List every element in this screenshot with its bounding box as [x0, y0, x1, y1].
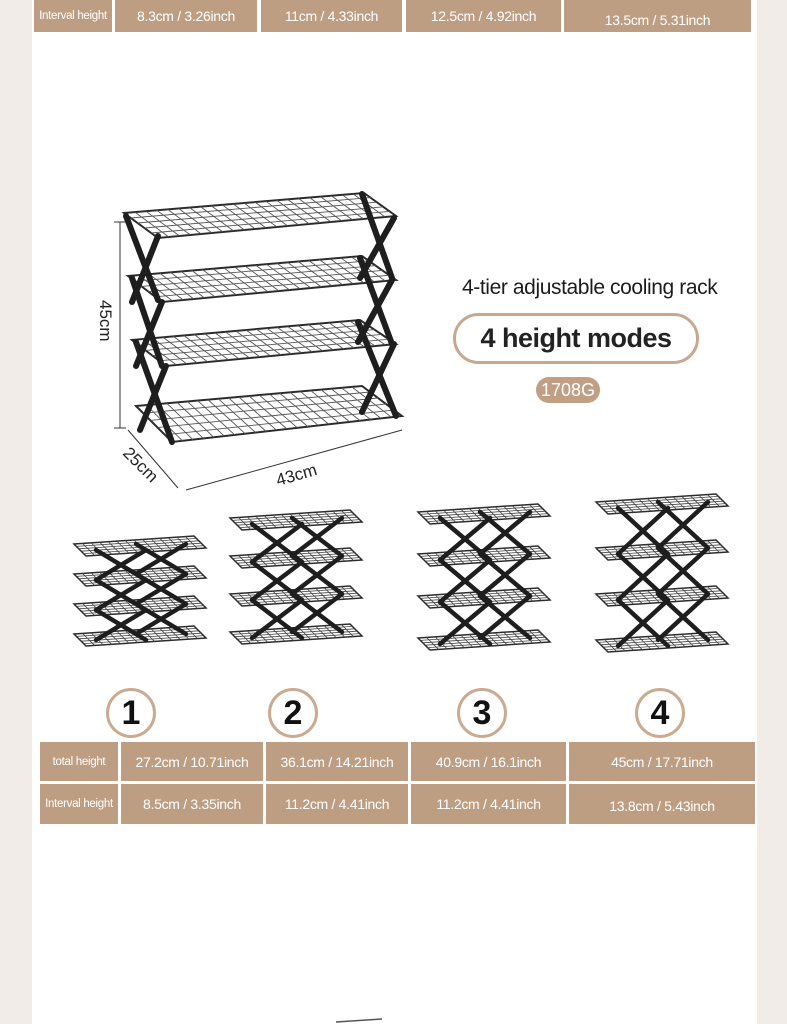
top-interval-value-2: 11cm / 4.33inch: [261, 0, 402, 32]
total-height-value-1: 27.2cm / 10.71inch: [121, 742, 263, 781]
mode-3-rack-image: [410, 500, 560, 672]
height-modes-pill: 4 height modes: [453, 313, 699, 364]
product-detail-page: [32, 0, 757, 1024]
mode-4-badge: 4: [635, 688, 685, 738]
top-interval-value-1: 8.3cm / 3.26inch: [115, 0, 257, 32]
interval-height-label: Interval height: [40, 784, 118, 824]
mode-1-rack-image: [66, 532, 216, 672]
main-rack-image: [62, 180, 422, 500]
mode-2-rack-image: [222, 506, 372, 672]
interval-height-value-1: 8.5cm / 3.35inch: [121, 784, 263, 824]
total-height-label: total height: [40, 742, 118, 781]
dim-depth-label: 25cm: [119, 443, 163, 487]
interval-height-value-3: 11.2cm / 4.41inch: [411, 784, 566, 824]
total-height-value-3: 40.9cm / 16.1inch: [411, 742, 566, 781]
dim-height-label: 45cm: [96, 300, 115, 342]
interval-height-value-2: 11.2cm / 4.41inch: [266, 784, 408, 824]
model-badge: 1708G: [536, 377, 600, 403]
top-interval-label-cell: Interval height: [34, 0, 112, 32]
mode-4-rack-image: [588, 492, 738, 676]
interval-height-value-4: 13.8cm / 5.43inch: [569, 784, 755, 824]
total-height-value-4: 45cm / 17.71inch: [569, 742, 755, 781]
top-interval-value-3: 12.5cm / 4.92inch: [406, 0, 561, 32]
total-height-value-2: 36.1cm / 14.21inch: [266, 742, 408, 781]
dim-width-label: 43cm: [273, 460, 320, 490]
next-image-edge: [332, 1016, 392, 1024]
top-interval-value-4: 13.5cm / 5.31inch: [564, 0, 751, 32]
mode-2-badge: 2: [268, 688, 318, 738]
mode-1-badge: 1: [106, 688, 156, 738]
mode-3-badge: 3: [457, 688, 507, 738]
product-title: 4-tier adjustable cooling rack: [462, 276, 718, 299]
